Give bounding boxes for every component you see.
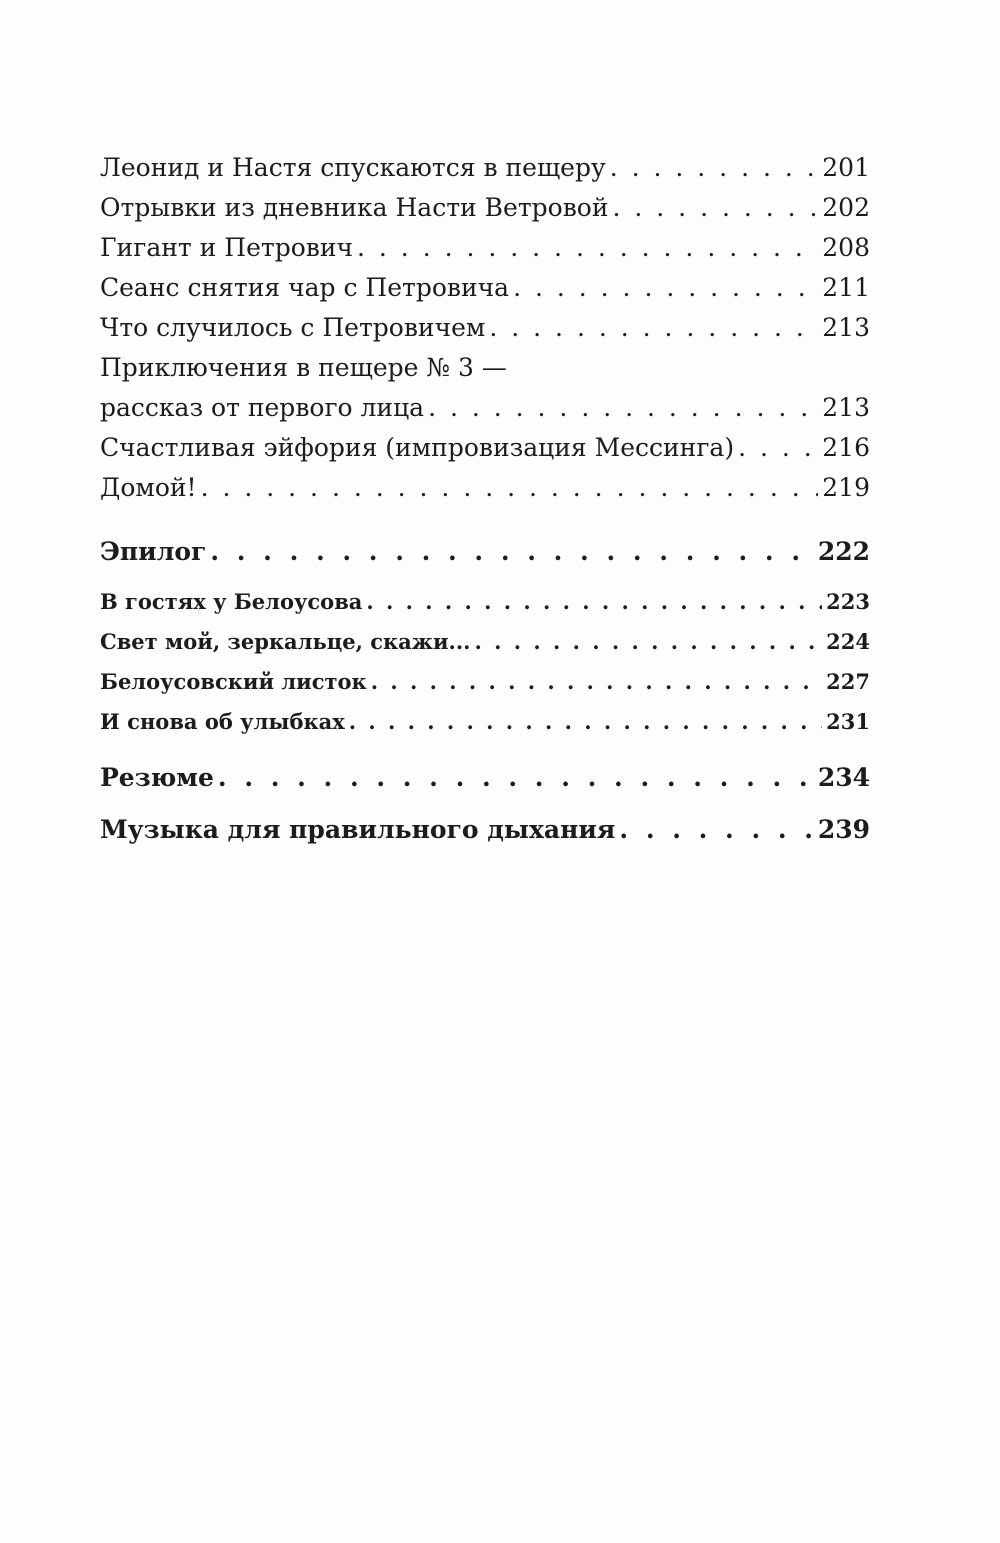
toc-entry-title: Счастливая эйфория (импровизация Мессинга) (100, 433, 735, 462)
toc-section-page: 239 (817, 815, 870, 844)
toc-section-resume[interactable] (100, 758, 870, 798)
spacer (100, 742, 870, 758)
toc-subsection-page: 223 (826, 589, 870, 614)
toc-entry-title-line2: рассказ от первого лица (100, 393, 425, 422)
toc-entry-page: 219 (822, 473, 870, 502)
toc-entry[interactable] (100, 468, 870, 508)
leader-dots (371, 662, 822, 702)
toc-entry-title: Что случилось с Петровичем (100, 313, 486, 342)
spacer (100, 572, 870, 582)
toc-entry-title: Леонид и Настя спускаются в пещеру (100, 153, 606, 182)
toc-entry-title: Отрывки из дневника Насти Ветровой (100, 193, 609, 222)
leader-dots (619, 810, 813, 850)
toc-entry-multiline-second[interactable] (100, 388, 870, 428)
spacer (100, 798, 870, 810)
leader-dots (210, 532, 813, 572)
toc-entry-title: Домой! (100, 473, 197, 502)
leader-dots (218, 758, 814, 798)
leader-dots (513, 268, 818, 308)
spacer (100, 508, 870, 532)
toc-entry[interactable] (100, 268, 870, 308)
toc-entry[interactable] (100, 308, 870, 348)
toc-subsection-title: И снова об улыбках (100, 709, 345, 734)
toc-section-page: 234 (817, 763, 870, 792)
toc-entry-multiline-first[interactable] (100, 348, 870, 388)
toc-entry-title-line1: Приключения в пещере № 3 — (100, 353, 507, 382)
toc-subsection-page: 227 (826, 669, 870, 694)
toc-subsection-page: 224 (826, 629, 870, 654)
leader-dots (366, 582, 822, 622)
toc-entry[interactable] (100, 228, 870, 268)
leader-dots (489, 308, 818, 348)
toc-entry-page: 213 (822, 313, 870, 342)
toc-subsection-page: 231 (826, 709, 870, 734)
toc-subsection[interactable] (100, 702, 870, 742)
toc-entry-page: 208 (822, 233, 870, 262)
leader-dots (428, 388, 818, 428)
leader-dots (474, 622, 822, 662)
toc-subsection-title: Белоусовский листок (100, 669, 367, 694)
toc-entry-title: Сеанс снятия чар с Петровича (100, 273, 510, 302)
leader-dots (610, 148, 819, 188)
toc-entry-page: 216 (822, 433, 870, 462)
toc-section-page: 222 (817, 537, 870, 566)
toc-entry-page: 213 (822, 393, 870, 422)
toc-subsection[interactable] (100, 622, 870, 662)
leader-dots (357, 228, 818, 268)
leader-dots (738, 428, 818, 468)
toc-subsection[interactable] (100, 582, 870, 622)
toc-entry-page: 202 (822, 193, 870, 222)
toc-entry[interactable] (100, 148, 870, 188)
table-of-contents (100, 148, 870, 850)
toc-entry-title: Гигант и Петрович (100, 233, 354, 262)
toc-section-music[interactable] (100, 810, 870, 850)
toc-subsection-title: В гостях у Белоусова (100, 589, 363, 614)
toc-section-epilogue[interactable] (100, 532, 870, 572)
toc-entry[interactable] (100, 428, 870, 468)
toc-entry-page: 201 (822, 153, 870, 182)
leader-dots (201, 468, 819, 508)
leader-dots (349, 702, 822, 742)
toc-subsection[interactable] (100, 662, 870, 702)
toc-section-title: Музыка для правильного дыхания (100, 815, 616, 844)
toc-section-title: Резюме (100, 763, 214, 792)
toc-subsection-title: Свет мой, зеркальце, скажи... (100, 629, 471, 654)
toc-entry-page: 211 (822, 273, 870, 302)
leader-dots (613, 188, 819, 228)
toc-entry[interactable] (100, 188, 870, 228)
toc-section-title: Эпилог (100, 537, 207, 566)
